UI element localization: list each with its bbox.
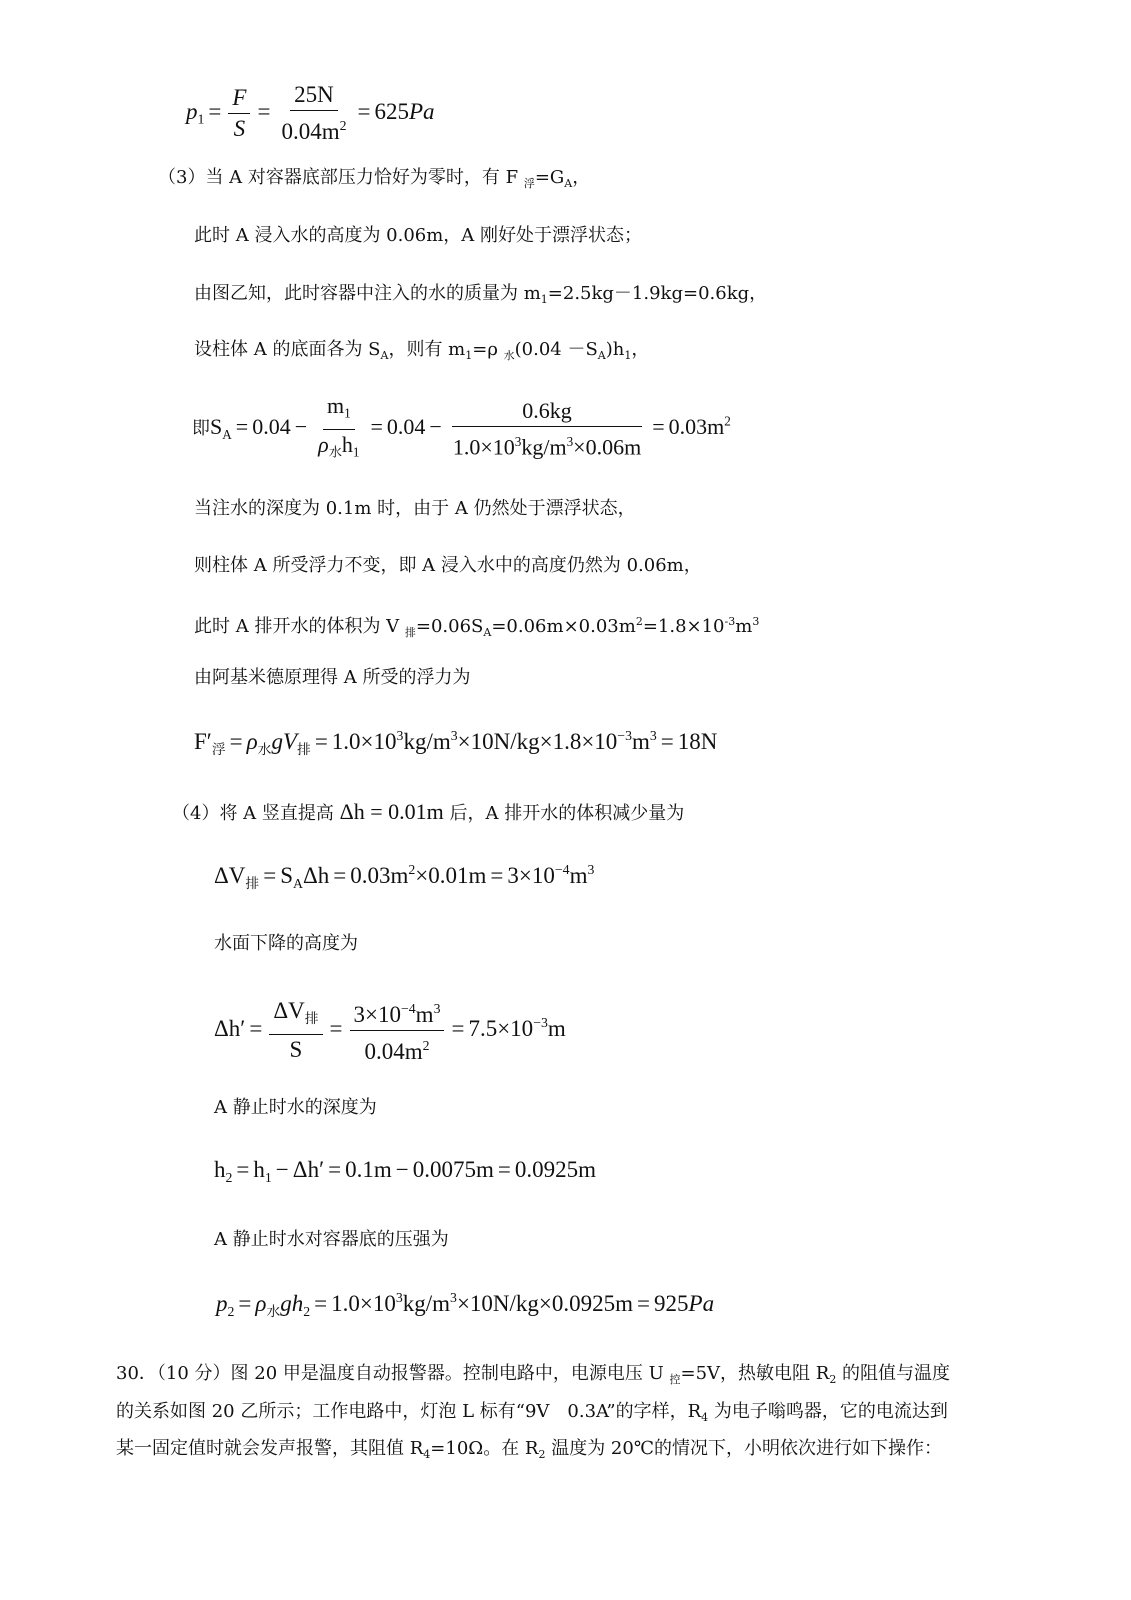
equation-p2: $p_2 = \rho_水gh_2 = 1.0\times 10^3kg/m^3\times 10N/kg\times 0.0925m = 925Pa$	[216, 1290, 715, 1319]
eq-symbol: p	[186, 98, 198, 124]
equation-h2: $h_2 = h_1 - \Delta h' = 0.1m - 0.0075m = 0.0925m$	[214, 1157, 596, 1185]
fraction: $\frac{m_1}{\rho_水h_1}$	[318, 393, 360, 460]
part4-line4: A 静止时水对容器底的压强为	[214, 1229, 449, 1250]
part3-line1: （3）当 A 对容器底部压力恰好为零时，有 F $_浮=G_A$，	[158, 167, 591, 190]
q30-line1: 30．（10 分）图 20 甲是温度自动报警器。控制电路中，电源电压 U $_控$=5V，热敏电阻 $R_2$ 的阻值与温度	[116, 1363, 951, 1386]
part4-line3: A 静止时水的深度为	[214, 1097, 377, 1118]
q30-line3: 某一固定值时就会发声报警，其阻值 $R_4=10\Omega$。在 $R_2$ 温度为 20℃的情况下，小明依次进行如下操作：	[116, 1438, 942, 1461]
fraction: $\frac{25N}{0.04m^2}$	[281, 82, 347, 144]
part3-line5: 当注水的深度为 0.1m 时，由于 A 仍然处于漂浮状态，	[194, 498, 636, 519]
equation-delta-h: Δh′ = $\frac{\Delta V_排}{S}$ = $\frac{3\times 10^{-4}m^3}{0.04m^2}$ = $7.5\times 10^{-3}m$	[214, 996, 566, 1065]
part3-line3: 由图乙知，此时容器中注入的水的质量为 $m_1=2.5kg-1.9kg=0.6kg$，	[194, 283, 768, 306]
part3-line2: 此时 A 浸入水的高度为 0.06m，A 刚好处于漂浮状态；	[194, 225, 643, 246]
fraction: $\frac{0.6kg}{1.0\times 10^3kg/m^3\times 0.06m}$	[452, 397, 642, 460]
fraction: $\frac{F}{S}$	[228, 85, 250, 142]
part4-line1: （4）将 A 竖直提高 Δh = 0.01m 后，A 排开水的体积减少量为	[172, 799, 685, 824]
q30-line2: 的关系如图 20 乙所示；工作电路中，灯泡 L 标有“9V 0.3A”的字样，$R_4$ 为电子嗡鸣器，它的电流达到	[116, 1401, 948, 1424]
equation-p1: $p_1$ = $\frac{F}{S}$ = $\frac{25N}{0.04m^2}$ = 625Pa	[186, 82, 435, 144]
part3-line6: 则柱体 A 所受浮力不变，即 A 浸入水中的高度仍然为 0.06m，	[194, 555, 702, 576]
fraction: $\frac{3\times 10^{-4}m^3}{0.04m^2}$	[350, 996, 445, 1065]
equation-delta-v: $\Delta V_排 = S_A\Delta h = 0.03m^2\times 0.01m = 3\times 10^{-4}m^3$	[214, 862, 595, 891]
equation-sa: 即$S_A = 0.04$ − $\frac{m_1}{\rho_水h_1}$ = 0.04 − $\frac{0.6kg}{1.0\times 10^3kg/m^3\times 0.06m}$ = $0.03m^2$	[192, 393, 731, 465]
fraction: $\frac{\Delta V_排}{S}$	[269, 998, 322, 1063]
part3-line7: 此时 A 排开水的体积为 V $_排=0.06S_A=0.06m\times 0.03m^2=1.8\times 10^{-3}m^3$	[194, 615, 760, 639]
equation-buoyancy: $F'_浮 = \rho_水gV_排 = 1.0\times 10^3kg/m^3\times 10N/kg\times 1.8\times 10^{-3}m^3 = 18N$	[194, 728, 718, 757]
part3-line8: 由阿基米德原理得 A 所受的浮力为	[194, 667, 471, 688]
part3-line4: 设柱体 A 的底面各为 $S_A$，则有 $m_1=\rho$ $_水(0.04 -S_A)h_1$，	[194, 339, 650, 362]
part4-line2: 水面下降的高度为	[214, 933, 358, 954]
